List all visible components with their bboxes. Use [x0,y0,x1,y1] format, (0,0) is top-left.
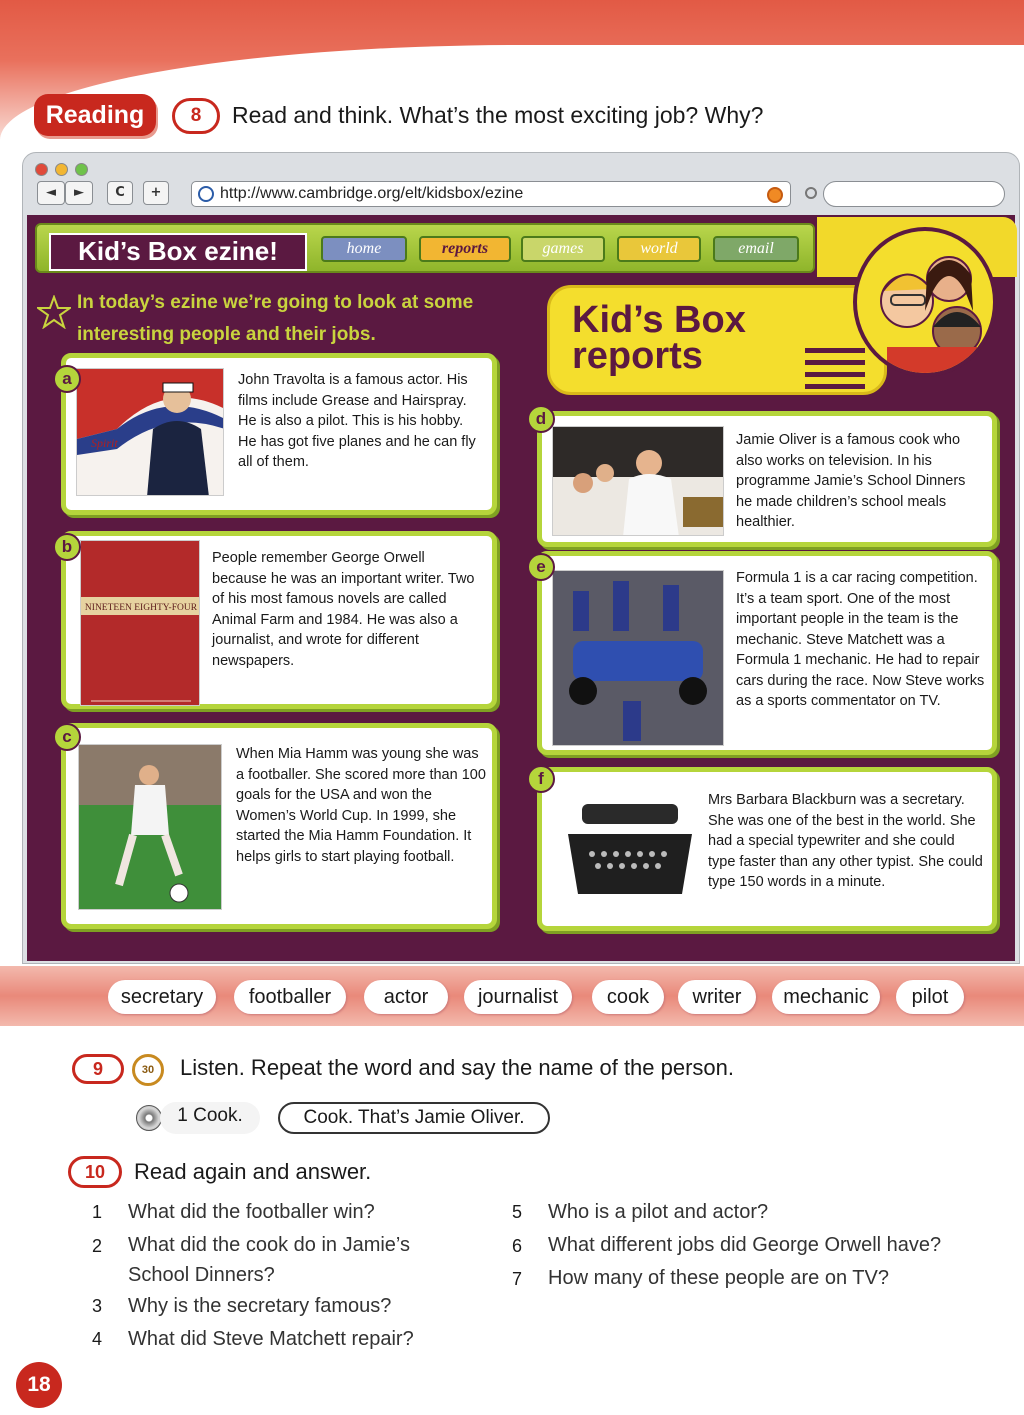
card-b-letter: b [53,533,81,561]
tab-games[interactable]: games [521,236,605,262]
typewriter-icon [562,794,698,904]
section-badge-reading: Reading [34,94,156,136]
exercise-9-title: Listen. Repeat the word and say the name of the person. [180,1055,735,1080]
question-text: Who is a pilot and actor? [548,1201,769,1223]
card-d-letter: d [527,405,555,433]
question-number: 5 [512,1202,523,1222]
photo-orwell-book [80,540,200,706]
question-number: 6 [512,1236,523,1256]
question-text: What did Steve Matchett repair? [128,1328,414,1350]
question-text: How many of these people are on TV? [548,1267,889,1289]
ezine-intro: In today’s ezine we’re going to look at some interesting people and their jobs. [77,292,474,345]
card-a-text: John Travolta is a famous actor. His films include Grease and Hairspray. He is also a pilot. This is his hobby. He has got five planes and he can fly all of them. [238,372,476,470]
rss-icon[interactable] [767,187,783,203]
exercise-10-number: 10 [68,1156,122,1188]
ezine-page [27,215,1015,961]
card-b-text: People remember George Orwell because he was an important writer. Two of his most famous novels are called Animal Farm and 1984. He was also a journalist, and wrote for different newspapers. [212,550,475,669]
exercise-10-title: Read again and answer. [134,1159,372,1184]
page-number: 18 [16,1362,62,1408]
forward-button[interactable] [65,181,93,205]
new-tab-button[interactable] [143,181,169,205]
kids-illustration [853,227,997,377]
ezine-title: Kid’s Box ezine! [49,233,307,271]
card-c-text: When Mia Hamm was young she was a footballer. She scored more than 100 goals for the USA and won the Women’s World Cup. In 1999, she started the Mia Hamm Foundation. It helps girls to start playing football. [236,746,486,865]
browser-window [22,152,1020,964]
word-footballer: footballer [234,980,346,1014]
reports-box [547,285,887,395]
photo-travolta [76,368,224,496]
card-a-letter: a [53,365,81,393]
example-answer: Cook. That’s Jamie Oliver. [278,1102,550,1134]
word-cook: cook [592,980,664,1014]
question-number: 7 [512,1269,523,1289]
exercise-8-title: Read and think. What’s the most exciting job? Why? [232,102,764,128]
forward-arrow-icon: ► [74,185,84,200]
photo-jamie-oliver [552,426,724,536]
card-d-text: Jamie Oliver is a famous cook who also works on television. In his programme Jamie’s School Dinners he made children’s school meals healthier. [736,432,966,530]
tab-world[interactable]: world [617,236,701,262]
plus-icon: + [150,185,162,200]
card-f [537,767,997,931]
reports-title: Kid’s Box reports [572,299,746,377]
card-b [61,531,497,709]
photo-formula1-pitstop [552,570,724,746]
word-secretary: secretary [108,980,216,1014]
question-text: What did the cook do in Jamie’s School Dinners? [128,1234,411,1286]
question-text: What did the footballer win? [128,1201,375,1223]
minimize-window-button[interactable] [55,163,68,176]
browser-search-input[interactable] [823,181,1005,207]
card-e [537,551,997,755]
refresh-icon: C [115,185,125,200]
svg-text:Spirit: Spirit [91,436,118,450]
star-icon [37,295,71,329]
card-f-letter: f [527,765,555,793]
search-icon [805,187,817,199]
lines-icon [805,348,865,396]
word-writer: writer [678,980,756,1014]
card-e-text: Formula 1 is a car racing competition. It’s a team sport. One of the most important people in the team is the mechanic. Steve Matchett was a Formula 1 mechanic. He had to repair cars during the race. Now Steve works as a sports commentator on TV. [736,570,985,709]
question-text: Why is the secretary famous? [128,1295,392,1317]
exercise-9-number: 9 [72,1054,124,1084]
card-d [537,411,997,547]
cd-track-icon: 30 [132,1054,164,1086]
word-actor: actor [364,980,448,1014]
address-bar[interactable] [191,181,791,207]
question-number: 2 [92,1236,103,1256]
card-c-letter: c [53,723,81,751]
question-text: What different jobs did George Orwell have? [548,1234,942,1256]
card-e-letter: e [527,553,555,581]
maximize-window-button[interactable] [75,163,88,176]
globe-icon [198,186,214,202]
word-journalist: journalist [464,980,572,1014]
word-mechanic: mechanic [772,980,880,1014]
book-title: NINETEEN EIGHTY-FOUR [84,603,198,613]
question-number: 3 [92,1296,103,1316]
tab-email[interactable]: email [713,236,799,262]
card-c [61,723,497,929]
word-pilot: pilot [896,980,964,1014]
tab-home[interactable]: home [321,236,407,262]
tab-reports[interactable]: reports [419,236,511,262]
speaker-cd-icon [136,1105,162,1131]
question-number: 1 [92,1202,103,1222]
question-number: 4 [92,1329,103,1349]
back-arrow-icon: ◄ [46,185,56,200]
card-a [61,353,497,515]
back-button[interactable] [37,181,65,205]
close-window-button[interactable] [35,163,48,176]
example-prompt: 1 Cook. [160,1102,260,1134]
address-url: http://www.cambridge.org/elt/kidsbox/ezine [220,185,524,202]
card-f-text: Mrs Barbara Blackburn was a secretary. She was one of the best in the world. She had a special typewriter and she could type faster than any other typist. She could type 150 words in a minute. [708,792,983,890]
photo-mia-hamm [78,744,222,910]
refresh-button[interactable] [107,181,133,205]
exercise-8-number: 8 [172,98,220,134]
